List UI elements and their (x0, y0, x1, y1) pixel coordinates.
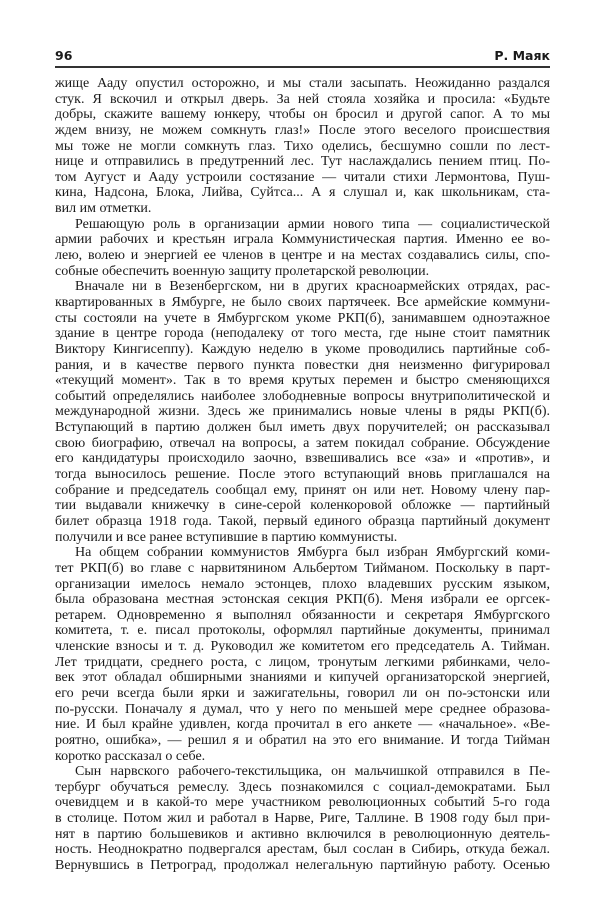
text-line: стук. Я вскочил и открыл дверь. За ней стояла хозяйка и просила: «Будьте (55, 91, 550, 107)
running-header (55, 48, 550, 66)
text-line: тии выдавали книжечку в сине-серой коленкоровой обложке — партийный (55, 498, 550, 514)
text-line: очевидцем и в какой-то мере участником революционных событий 5-го года (55, 795, 550, 811)
text-line: лею, волею и энергией ее членов в центре и на местах создавались силы, спо- (55, 248, 550, 264)
text-line: организации имелось немало эстонцев, плохо владевших русским языком, (55, 576, 550, 592)
text-line: Лет тридцати, среднего роста, с лицом, тронутым легкими рябинками, чело- (55, 654, 550, 670)
text-line: жище Ааду опустил осторожно, и мы стали засыпать. Неожиданно раздался (55, 76, 550, 91)
text-line: мы тоже не могли сомкнуть глаз. Тихо оделись, бесшумно сошли по лест- (55, 138, 550, 154)
text-line: ние. И был крайне удивлен, когда прочитал в его анкете — «начальное». «Ве- (55, 717, 550, 733)
text-line: Сын нарвского рабочего-текстильщика, он мальчишкой отправился в Пе- (75, 764, 550, 780)
text-line: «текущий момент». Так в то время крутых перемен и быстро сменяющихся (55, 373, 550, 389)
paragraph (55, 76, 550, 217)
text-line: нят в партию большевиков и активно включился в революционную деятель- (55, 826, 550, 842)
header-rule (55, 66, 550, 68)
text-line: членские взносы и т. д. Руководил же комитетом его председатель А. Тийман. (55, 639, 550, 655)
text-line: Вначале ни в Везенбергском, ни в других красноармейских отрядах, рас- (75, 279, 550, 295)
text-line: армии рабочих и крестьян играла Коммунистическая партия. Именно ее во- (55, 232, 550, 248)
text-line: том Аугуст и Ааду устроили состязание — читали стихи Лермонтова, Пуш- (55, 169, 550, 185)
text-line: билет образца 1918 года. Такой, первый единого образца партийный документ (55, 513, 550, 529)
text-line: здание в центре города (неподалеку от того места, где ныне стоит памятник (55, 326, 550, 342)
text-line: век этот обладал обширными знаниями и кипучей организаторской энергией, (55, 670, 550, 686)
text-line: Виктору Кингисеппу). Каждую неделю в укоме проводились партийные соб- (55, 341, 550, 357)
text-line: вил им отметки. (55, 201, 152, 217)
text-line: по-русски. Поначалу я думал, что у него по меньшей мере среднее образова- (55, 701, 550, 717)
text-line: тербург обучаться ремеслу. Здесь познакомился с социал-демократами. Был (55, 779, 550, 795)
page-body (55, 76, 550, 874)
text-line: его кандидатуры происходило заочно, взвешивались все «за» и «против», и (55, 451, 550, 467)
running-author: Р. Маяк (494, 48, 550, 63)
text-line: коротко рассказал о себе. (55, 748, 206, 764)
text-line: собные обеспечить военную защиту пролетарской революции. (55, 263, 430, 279)
text-line: ность. Неоднократно подвергался арестам, был сослан в Сибирь, откуда бежал. (55, 842, 550, 858)
text-line: тогда выносилось решение. После этого вступающий вновь приглашался на (55, 467, 550, 483)
text-line: ждем внизу, не можем сомкнуть глаз!» После этого веселого происшествия (55, 122, 550, 138)
text-line: Вернувшись в Петроград, продолжал нелегальную партийную работу. Осенью (55, 858, 550, 874)
text-line: добры, скажите вашему юнкеру, чтобы он бросил и другой сапог. А то мы (55, 107, 550, 123)
text-line: международной жизни. Здесь же принимались новые члены в ряды РКП(б). (55, 404, 550, 420)
text-line: в столице. Потом жил и работал в Нарве, Риге, Таллине. В 1908 году был при- (55, 811, 550, 827)
text-line: его речи всегда были ярки и зажигательны, говорил ли он по-эстонски или (55, 685, 550, 701)
text-line: роятно, ошибка», — решил я и обратил на это его внимание. И тогда Тийман (55, 732, 550, 748)
text-line: комитета, т. е. писал протоколы, оформлял партийные документы, принимал (55, 623, 550, 639)
text-line: На общем собрании коммунистов Ямбурга был избран Ямбургский коми- (75, 545, 550, 561)
text-line: ретарем. Одновременно я выполнял обязанности и секретаря Ямбургского (55, 607, 550, 623)
text-line: Вступающий в партию должен был иметь двух поручителей; он рассказывал (55, 420, 550, 436)
text-line: получили и все ранее вступившие в партию коммунисты. (55, 529, 398, 545)
paragraph (55, 217, 550, 280)
text-line: сты состояли на учете в Ямбургском укоме РКП(б), занимавшем одноэтажное (55, 310, 550, 326)
paragraph (55, 545, 550, 764)
text-line: рания, и в качестве первого пункта повестки дня неизменно фигурировал (55, 357, 550, 373)
text-line: событий определялись наиболее злободневные вопросы внутриполитической и (55, 388, 550, 404)
text-line: была образована местная эстонская секция РКП(б). Меня избрали ее оргсек- (55, 592, 550, 608)
text-line: свою биографию, отвечал на вопросы, а затем покидал собрание. Обсуждение (55, 435, 550, 451)
text-line: тет РКП(б) во главе с нарвитянином Альбертом Тийманом. Поскольку в парт- (55, 560, 550, 576)
page-number: 96 (55, 48, 73, 63)
text-line: кина, Надсона, Блока, Лийва, Суйтса... А я слушал и, как школьникам, ста- (55, 185, 550, 201)
paragraph (55, 764, 550, 873)
paragraph (55, 279, 550, 545)
text-line: нице и отправились в предутренний лес. Тут наслаждались пением птиц. По- (55, 154, 550, 170)
text-line: квартированных в Ямбурге, не было своих партячеек. Все армейские коммуни- (55, 294, 550, 310)
text-line: Решающую роль в организации армии нового типа — социалистической (75, 216, 550, 232)
text-line: собрание и председатель сообщал ему, принят он или нет. Новому члену пар- (55, 482, 550, 498)
